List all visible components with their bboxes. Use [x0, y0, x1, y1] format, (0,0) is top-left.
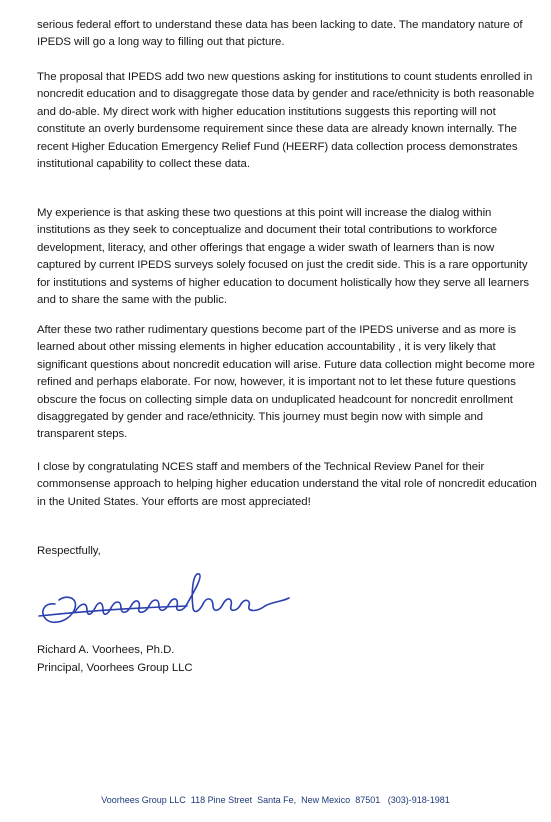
paragraph-1: serious federal effort to understand these data has been lacking to date. The mandatory nature of IPEDS will go a long way to filling out that picture.: [37, 19, 523, 49]
paragraph-2: The proposal that IPEDS add two new questions asking for institutions to count students enrolled in noncredit education and to disaggregate those data by gender and race/ethnicity is both reasonable and do-able. My direct work with higher education institutions suggests this reporting will not constitute an overly burdensome requirement since these data are already known internally. The recent Higher Education Emergency Relief Fund (HEERF) data collection process demonstrates institutional capability to collect these data.: [37, 71, 535, 171]
signer-title: Principal, Voorhees Group LLC: [37, 662, 193, 674]
letterhead-footer: [0, 795, 551, 805]
handwritten-signature: [37, 568, 297, 638]
closing-salutation: Respectfully,: [37, 545, 101, 557]
signer-name: Richard A. Voorhees, Ph.D.: [37, 644, 175, 656]
paragraph-3: My experience is that asking these two questions at this point will increase the dialog within institutions as they seek to conceptualize and document their total contributions to workforce development, literacy, and other offerings that engage a wider swath of learners than is now captured by current IPEDS surveys solely focused on just the credit side. This is a rare opportunity for institutions and systems of higher education to document holistically how they serve all learners and to share the same with the public.: [37, 207, 529, 307]
paragraph-4: After these two rather rudimentary questions become part of the IPEDS universe and as more is learned about other missing elements in higher education accountability , it is very likely that significant questions about noncredit education will arise. Future data collection might become more refined and perhaps elaborate. For now, however, it is important not to let these future questions obscure the focus on collecting simple data on unduplicated headcount for noncredit enrollment disaggregated by gender and race/ethnicity. This journey must begin now with simple and transparent steps.: [37, 324, 535, 441]
paragraph-5: I close by congratulating NCES staff and members of the Technical Review Panel for their commonsense approach to helping higher education understand the vital role of noncredit education in the United States. Your efforts are most appreciated!: [37, 461, 537, 508]
footer-address: Voorhees Group LLC 118 Pine Street Santa Fe, New Mexico 87501 (303)-918-1981: [101, 795, 450, 805]
